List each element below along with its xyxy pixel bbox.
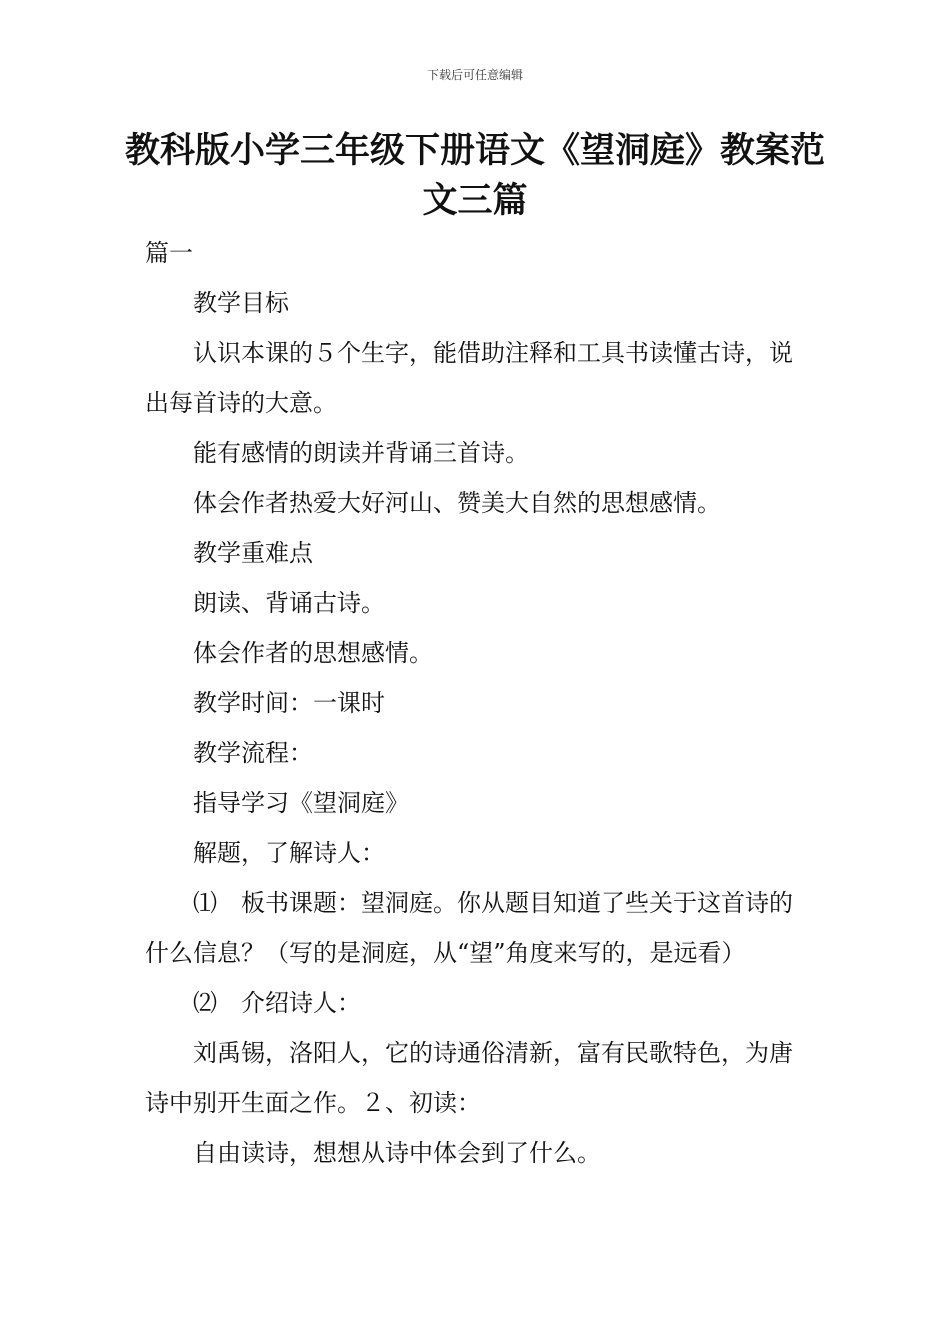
body-paragraph: 教学流程： [193,739,313,767]
body-paragraph: ⑴ 板书课题：望洞庭。你从题目知道了些关于这首诗的什么信息？（写的是洞庭，从“望”角度来写的，是远看） [145,889,793,967]
body-paragraph: 解题，了解诗人： [193,839,385,867]
body-paragraph: 教学时间：一课时 [193,689,385,717]
body-paragraph: 朗读、背诵古诗。 [193,589,385,617]
heading-teaching-goals: 教学目标 [193,289,289,317]
body-paragraph: 认识本课的５个生字，能借助注释和工具书读懂古诗，说出每首诗的大意。 [145,339,793,417]
body-paragraph: ⑵ 介绍诗人： [193,989,361,1017]
heading-key-points: 教学重难点 [193,539,313,567]
body-paragraph: 能有感情的朗读并背诵三首诗。 [193,439,529,467]
body-paragraph: 体会作者热爱大好河山、赞美大自然的思想感情。 [193,489,721,517]
body-paragraph: 刘禹锡，洛阳人，它的诗通俗清新，富有民歌特色，为唐诗中别开生面之作。２、初读： [145,1039,793,1117]
section-label: 篇一 [145,239,193,267]
body-paragraph: 自由读诗，想想从诗中体会到了什么。 [193,1139,601,1167]
page-header-note: 下载后可任意编辑 [426,68,523,82]
document-title: 教科版小学三年级下册语文《望洞庭》教案范文三篇 [124,131,825,221]
document-body [145,228,810,1178]
body-paragraph: 指导学习《望洞庭》 [193,789,409,817]
body-paragraph: 体会作者的思想感情。 [193,639,433,667]
